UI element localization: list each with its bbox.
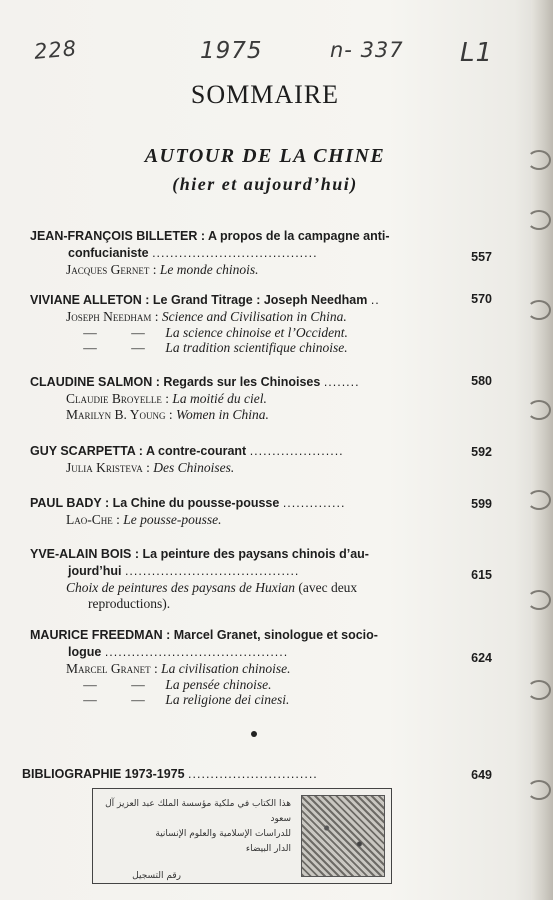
entry-heading: YVE-ALAIN BOIS : La peinture des paysans chinois d’au- [30,547,369,561]
toc-entry [30,546,490,611]
bullet-separator [251,731,257,737]
binding-ring [527,150,551,170]
reviewed-work: — — La religione dei cinesi. [83,692,290,707]
reviewed-work: Jacques Gernet : Le monde chinois. [66,262,259,277]
entry-heading-continued: logue ......................................... [68,645,289,659]
toc-entry-bibliography [22,766,490,783]
reviewed-work: Claudie Broyelle : La moitié du ciel. [66,391,267,406]
toc-entry [30,374,490,422]
page-title: SOMMAIRE [190,80,340,109]
page-number: 615 [471,568,492,582]
toc-entry [30,495,490,528]
entry-heading: JEAN-FRANÇOIS BILLETER : A propos de la campagne anti- [30,229,390,243]
binding-ring [527,300,551,320]
binding-ring [527,780,551,800]
toc-entry [30,443,490,476]
entry-heading: GUY SCARPETTA : A contre-courant ..................... [30,444,344,458]
stamp-text: هذا الكتاب في ملكية مؤسسة الملك عبد العزيز آل سعود للدراسات الإسلامية والعلوم الإنسانية الدار البيضاء رقم التسجيل [105,799,291,881]
page-number: 599 [471,497,492,511]
entry-heading: MAURICE FREEDMAN : Marcel Granet, sinologue et socio- [30,628,378,642]
reviewed-work: Julia Kristeva : Des Chinoises. [66,460,235,475]
reviewed-work: Marcel Granet : La civilisation chinoise. [66,661,291,676]
binding-ring [527,490,551,510]
library-stamp [92,788,392,884]
reviewed-work: — — La pensée chinoise. [83,676,272,692]
reviewed-work: Joseph Needham : Science and Civilisation in China. [66,309,347,324]
binding-ring [527,210,551,230]
reviewed-work: — — La tradition scientifique chinoise. [83,340,348,355]
toc-entry [30,228,490,278]
page-number: 592 [471,445,492,459]
toc-entry [30,292,490,356]
page-number: 649 [471,768,492,782]
entry-heading: VIVIANE ALLETON : Le Grand Titrage : Joseph Needham .. [30,293,380,307]
handwritten-year: 1975 [200,38,263,64]
reviewed-work: Choix de peintures des paysans de Huxian (avec deux [66,580,358,595]
section-title: AUTOUR DE LA CHINE [144,145,386,167]
reviewed-work-continued: reproductions). [88,595,171,611]
toc-entry [30,627,490,708]
page-number: 557 [471,250,492,264]
binding-ring [527,590,551,610]
entry-heading-continued: confucianiste ..................................... [68,246,318,260]
reviewed-work: Lao-Che : Le pousse-pousse. [66,512,222,527]
reviewed-work: Marilyn B. Young : Women in China. [66,406,269,422]
binding-ring [527,400,551,420]
entry-heading-continued: jourd’hui ....................................... [68,564,300,578]
stamp-emblem-image [301,795,385,877]
section-subtitle: (hier et aujourd’hui) [172,174,358,194]
entry-heading: CLAUDINE SALMON : Regards sur les Chinoises ........ [30,375,360,389]
page-number: 624 [471,651,492,665]
page-number: 580 [471,374,492,388]
handwritten-left-number: 228 [33,36,79,64]
handwritten-issue-number: n- 337 [330,38,404,62]
reviewed-work: — — La science chinoise et l’Occident. [83,324,348,340]
binding-ring [527,680,551,700]
entry-heading: PAUL BADY : La Chine du pousse-pousse .............. [30,496,346,510]
spiral-binding [531,0,553,900]
page-number: 570 [471,292,492,306]
entry-heading: BIBLIOGRAPHIE 1973-1975 ............................. [22,767,318,781]
handwritten-right-mark: L1 [460,38,494,68]
